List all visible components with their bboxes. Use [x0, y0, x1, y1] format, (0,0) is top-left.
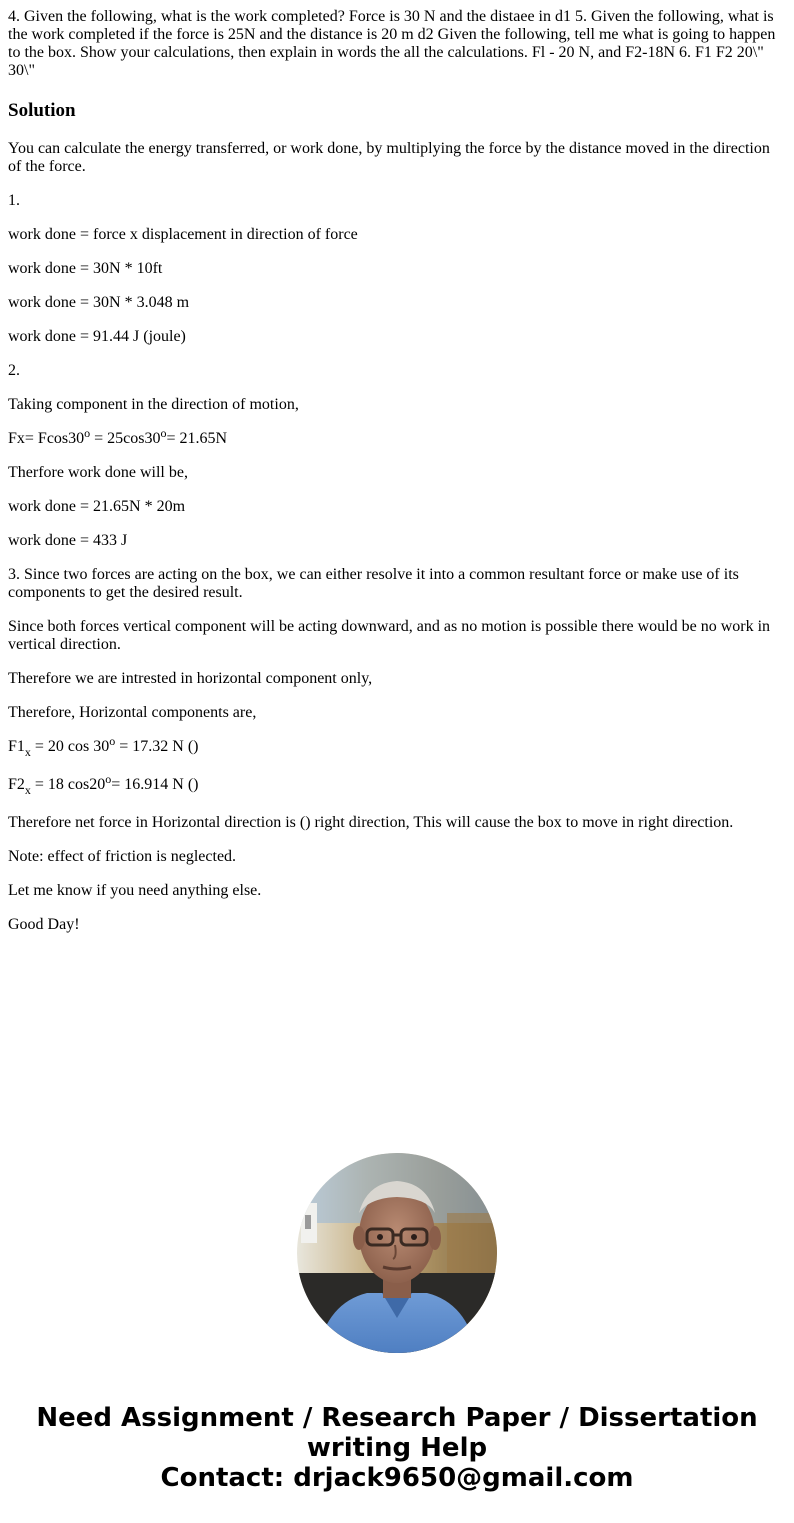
banner-contact: Contact: drjack9650@gmail.com [160, 1463, 634, 1493]
part3-line-3: Therefore we are intrested in horizontal component only, [8, 670, 373, 687]
part2-line-4: work done = 21.65N * 20m [8, 498, 186, 515]
part3-line-2: Since both forces vertical component will be acting downward, and as no motion is possible there would be no work in vertical direction. [8, 618, 771, 653]
part3-line-1: 3. Since two forces are acting on the box, we can either resolve it into a common resultant force or make use of its components to get the desired result. [8, 566, 739, 601]
part3-f2x-equation: $F2_x = 18$ $\cos 20^o= 16.914$ N () [8, 772, 199, 797]
author-avatar [297, 1153, 497, 1353]
part3-signoff: Good Day! [8, 916, 80, 933]
part3-line-4: Therefore, Horizontal components are, [8, 704, 257, 721]
part1-line-4: work done = 91.44 J (joule) [8, 328, 186, 345]
part2-line-3: Therfore work done will be, [8, 464, 188, 481]
banner-line-1: Need Assignment / Research Paper / Dissertation [36, 1403, 758, 1433]
part3-line-5: Therefore net force in Horizontal direction is () right direction, This will cause the box to move in right direction. [8, 814, 734, 831]
author-portrait-image [297, 1153, 497, 1353]
solution-heading: Solution [8, 100, 76, 121]
part3-note: Note: effect of friction is neglected. [8, 848, 237, 865]
part1-number: 1. [8, 192, 20, 209]
promo-banner [0, 1403, 794, 1493]
part1-line-2: work done = 30N * 10ft [8, 260, 163, 277]
part2-line-1: Taking component in the direction of motion, [8, 396, 299, 413]
question-text: 4. Given the following, what is the work completed? Force is 30 N and the distaee in d1 5. Given the following, what is the work completed if the force is 25N and the distance is 20 m d2 Given the following, tell me what is going to happen to the box. Show your calculations, then explain in words the all the calculations. Fl - 20 N, and F2-18N 6. F1 F2 20\" 30\" [8, 8, 776, 79]
part1-line-3: work done = 30N * 3.048 m [8, 294, 190, 311]
part2-line-5: work done = 433 J [8, 532, 128, 549]
part3-f1x-equation: $F1_x = 20$ $\cos 30^o = 17.32$ N () [8, 734, 199, 759]
part2-fx-equation: $Fx= Fcos30^o = 25\cos 30^o= 21.65N$ [8, 426, 228, 447]
part3-closing: Let me know if you need anything else. [8, 882, 262, 899]
document-body [8, 8, 780, 950]
part1-line-1: work done = force x displacement in direction of force [8, 226, 358, 243]
banner-line-2: writing Help [306, 1433, 488, 1463]
part2-number: 2. [8, 362, 20, 379]
intro-paragraph: You can calculate the energy transferred, or work done, by multiplying the force by the distance moved in the direction of the force. [8, 140, 770, 175]
